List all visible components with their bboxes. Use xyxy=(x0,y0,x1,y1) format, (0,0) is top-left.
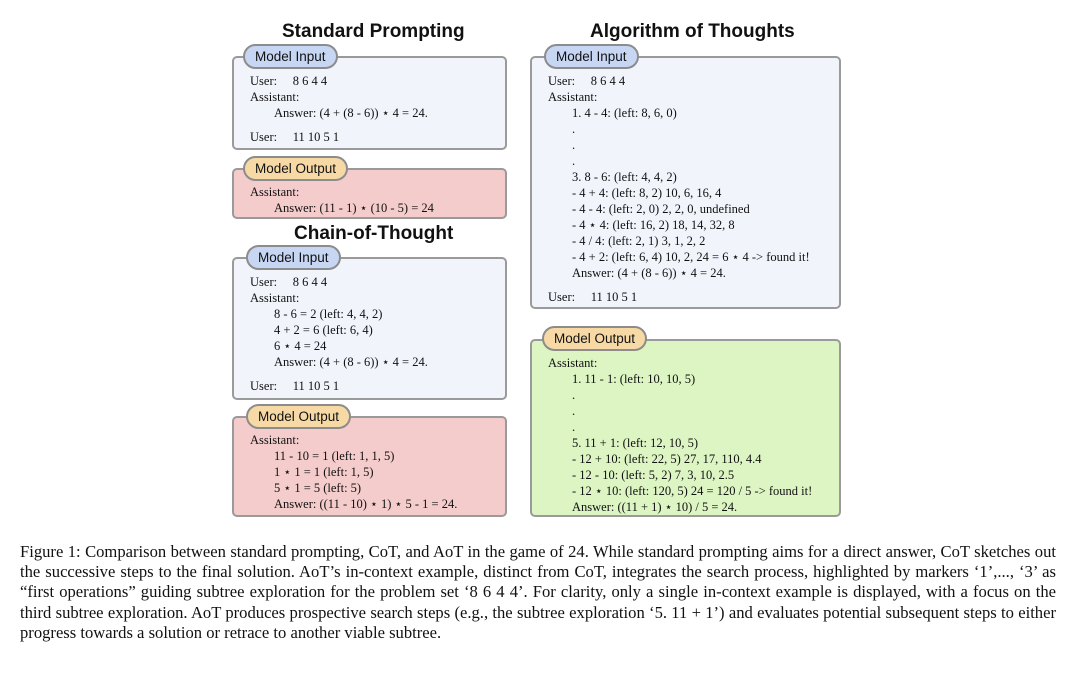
standard-model-input-tag: Model Input xyxy=(243,44,338,69)
text-line: 3. 8 - 6: (left: 4, 4, 2) xyxy=(572,170,677,184)
text-line: User: 11 10 5 1 xyxy=(250,130,340,144)
text-line: Assistant: xyxy=(250,90,300,104)
text-line: . xyxy=(572,388,576,402)
text-line: . xyxy=(572,404,576,418)
aot-model-output-tag: Model Output xyxy=(542,326,647,351)
standard-prompting-heading: Standard Prompting xyxy=(282,21,465,42)
text-line: User: 11 10 5 1 xyxy=(548,290,638,304)
text-line: Answer: (4 + (8 - 6)) ⋆ 4 = 24. xyxy=(274,106,428,120)
text-line: Assistant: xyxy=(250,433,300,447)
text-line: Assistant: xyxy=(250,291,300,305)
algorithm-of-thoughts-heading: Algorithm of Thoughts xyxy=(590,21,795,42)
text-line: 11 - 10 = 1 (left: 1, 1, 5) xyxy=(274,449,395,463)
chain-of-thought-heading: Chain-of-Thought xyxy=(294,223,454,244)
text-line: - 4 + 4: (left: 8, 2) 10, 6, 16, 4 xyxy=(572,186,722,200)
cot-model-input-tag: Model Input xyxy=(246,245,341,270)
text-line: Assistant: xyxy=(250,185,300,199)
aot-model-input-tag: Model Input xyxy=(544,44,639,69)
text-line: 5. 11 + 1: (left: 12, 10, 5) xyxy=(572,436,699,450)
figure-caption: Figure 1: Comparison between standard prompting, CoT, and AoT in the game of 24. While standard prompting aims for a direct answer, CoT sketches out the successive steps to the final solution. AoT’s in-context example, distinct from CoT, integrates the search process, highlighted by markers ‘1’,..., ‘3’ as “first operations” guiding subtree exploration for the problem set ‘8 6 4 4’. For clarity, only a single in-context example is displayed, with a focus on the third subtree exploration. AoT produces prospective search steps (e.g., the subtree exploration ‘5. 11 + 1’) and evaluates potential subsequent steps to either progress towards a solution or retrace to another viable subtree. xyxy=(20,542,1056,642)
text-line: 1. 11 - 1: (left: 10, 10, 5) xyxy=(572,372,696,386)
text-line: . xyxy=(572,138,576,152)
standard-model-output-tag: Model Output xyxy=(243,156,348,181)
text-line: 5 ⋆ 1 = 5 (left: 5) xyxy=(274,481,362,495)
aot-input-box xyxy=(530,56,841,309)
standard-input-box xyxy=(232,56,507,150)
text-line: User: 8 6 4 4 xyxy=(250,275,328,289)
text-line: Answer: ((11 + 1) ⋆ 10) / 5 = 24. xyxy=(572,500,738,514)
cot-input-box xyxy=(232,257,507,400)
text-line: User: 8 6 4 4 xyxy=(250,74,328,88)
text-line: . xyxy=(572,154,576,168)
aot-output-box xyxy=(530,339,841,517)
text-line: - 12 + 10: (left: 22, 5) 27, 17, 110, 4.4 xyxy=(572,452,762,466)
text-line: User: 8 6 4 4 xyxy=(548,74,626,88)
text-line: Answer: ((11 - 10) ⋆ 1) ⋆ 5 - 1 = 24. xyxy=(274,497,458,511)
text-line: Assistant: xyxy=(548,90,598,104)
text-line: 6 ⋆ 4 = 24 xyxy=(274,339,327,353)
text-line: 8 - 6 = 2 (left: 4, 4, 2) xyxy=(274,307,383,321)
text-line: - 12 ⋆ 10: (left: 120, 5) 24 = 120 / 5 -> found it! xyxy=(572,484,813,498)
text-line: Assistant: xyxy=(548,356,598,370)
cot-output-box xyxy=(232,416,507,517)
text-line: Answer: (4 + (8 - 6)) ⋆ 4 = 24. xyxy=(274,355,428,369)
text-line: Answer: (11 - 1) ⋆ (10 - 5) = 24 xyxy=(274,201,434,215)
text-line: 1 ⋆ 1 = 1 (left: 1, 5) xyxy=(274,465,374,479)
text-line: . xyxy=(572,122,576,136)
text-line: Answer: (4 + (8 - 6)) ⋆ 4 = 24. xyxy=(572,266,726,280)
text-line: . xyxy=(572,420,576,434)
text-line: 1. 4 - 4: (left: 8, 6, 0) xyxy=(572,106,677,120)
text-line: - 12 - 10: (left: 5, 2) 7, 3, 10, 2.5 xyxy=(572,468,735,482)
text-line: - 4 - 4: (left: 2, 0) 2, 2, 0, undefined xyxy=(572,202,750,216)
text-line: 4 + 2 = 6 (left: 6, 4) xyxy=(274,323,373,337)
text-line: - 4 + 2: (left: 6, 4) 10, 2, 24 = 6 ⋆ 4 -> found it! xyxy=(572,250,810,264)
cot-model-output-tag: Model Output xyxy=(246,404,351,429)
text-line: User: 11 10 5 1 xyxy=(250,379,340,393)
text-line: - 4 / 4: (left: 2, 1) 3, 1, 2, 2 xyxy=(572,234,706,248)
text-line: - 4 ⋆ 4: (left: 16, 2) 18, 14, 32, 8 xyxy=(572,218,735,232)
